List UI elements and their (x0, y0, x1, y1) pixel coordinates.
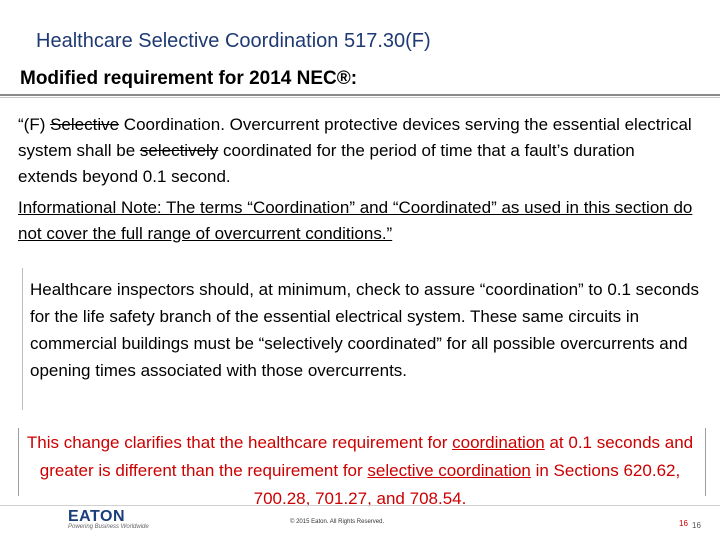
informational-note: Informational Note: The terms “Coordination” and “Coordinated” as used in this section do not cover the full range of overcurrent conditions.” (18, 198, 693, 243)
slide-title: Healthcare Selective Coordination 517.30(F) (36, 30, 431, 52)
change-note (20, 429, 700, 513)
eaton-logo (68, 506, 128, 524)
page-number: 16 (692, 521, 701, 530)
quote-prefix: “(F) (18, 115, 51, 134)
quote-text-3: coordinated for the period of time that a fault’s duration extends beyond 0.1 second. (18, 141, 635, 186)
change-text-3: in Sections 620.62, 700.28, 701.27, and 708.54. (253, 461, 681, 508)
inspectors-paragraph: Healthcare inspectors should, at minimum, check to assure “coordination” to 0.1 seconds for the life safety branch of the essential electrical system. These same circuits in commercial buildings must be “selectively coordinated” for all possible overcurrents and opening times associated with those overcurrents. (30, 280, 699, 380)
page-number-red: 16 (679, 519, 688, 528)
slide-subtitle: Modified requirement for 2014 NEC®: (20, 68, 358, 89)
eaton-logo-text: EATON (68, 508, 126, 524)
change-text-2: at 0.1 seconds and greater is different than the requirement for (39, 433, 694, 480)
change-box-right-edge (705, 428, 706, 496)
title-divider (0, 94, 720, 96)
change-box-left-edge (18, 428, 19, 496)
paragraph-divider (22, 268, 23, 410)
title-divider-shadow (0, 97, 720, 98)
change-text-1: This change clarifies that the healthcare requirement for (26, 433, 453, 452)
quote-text-2: Coordination. Overcurrent protective devices serving the essential electrical system shall be (18, 115, 692, 160)
struck-word-selective: Selective (50, 115, 120, 134)
code-quote (18, 112, 698, 190)
copyright-text: © 2015 Eaton. All Rights Reserved. (290, 519, 385, 525)
struck-word-selectively: selectively (139, 141, 219, 160)
logo-tagline: Powering Business Worldwide (68, 524, 149, 530)
change-underlined-coordination: coordination (452, 433, 545, 452)
change-underlined-selective-coordination: selective coordination (367, 461, 531, 480)
